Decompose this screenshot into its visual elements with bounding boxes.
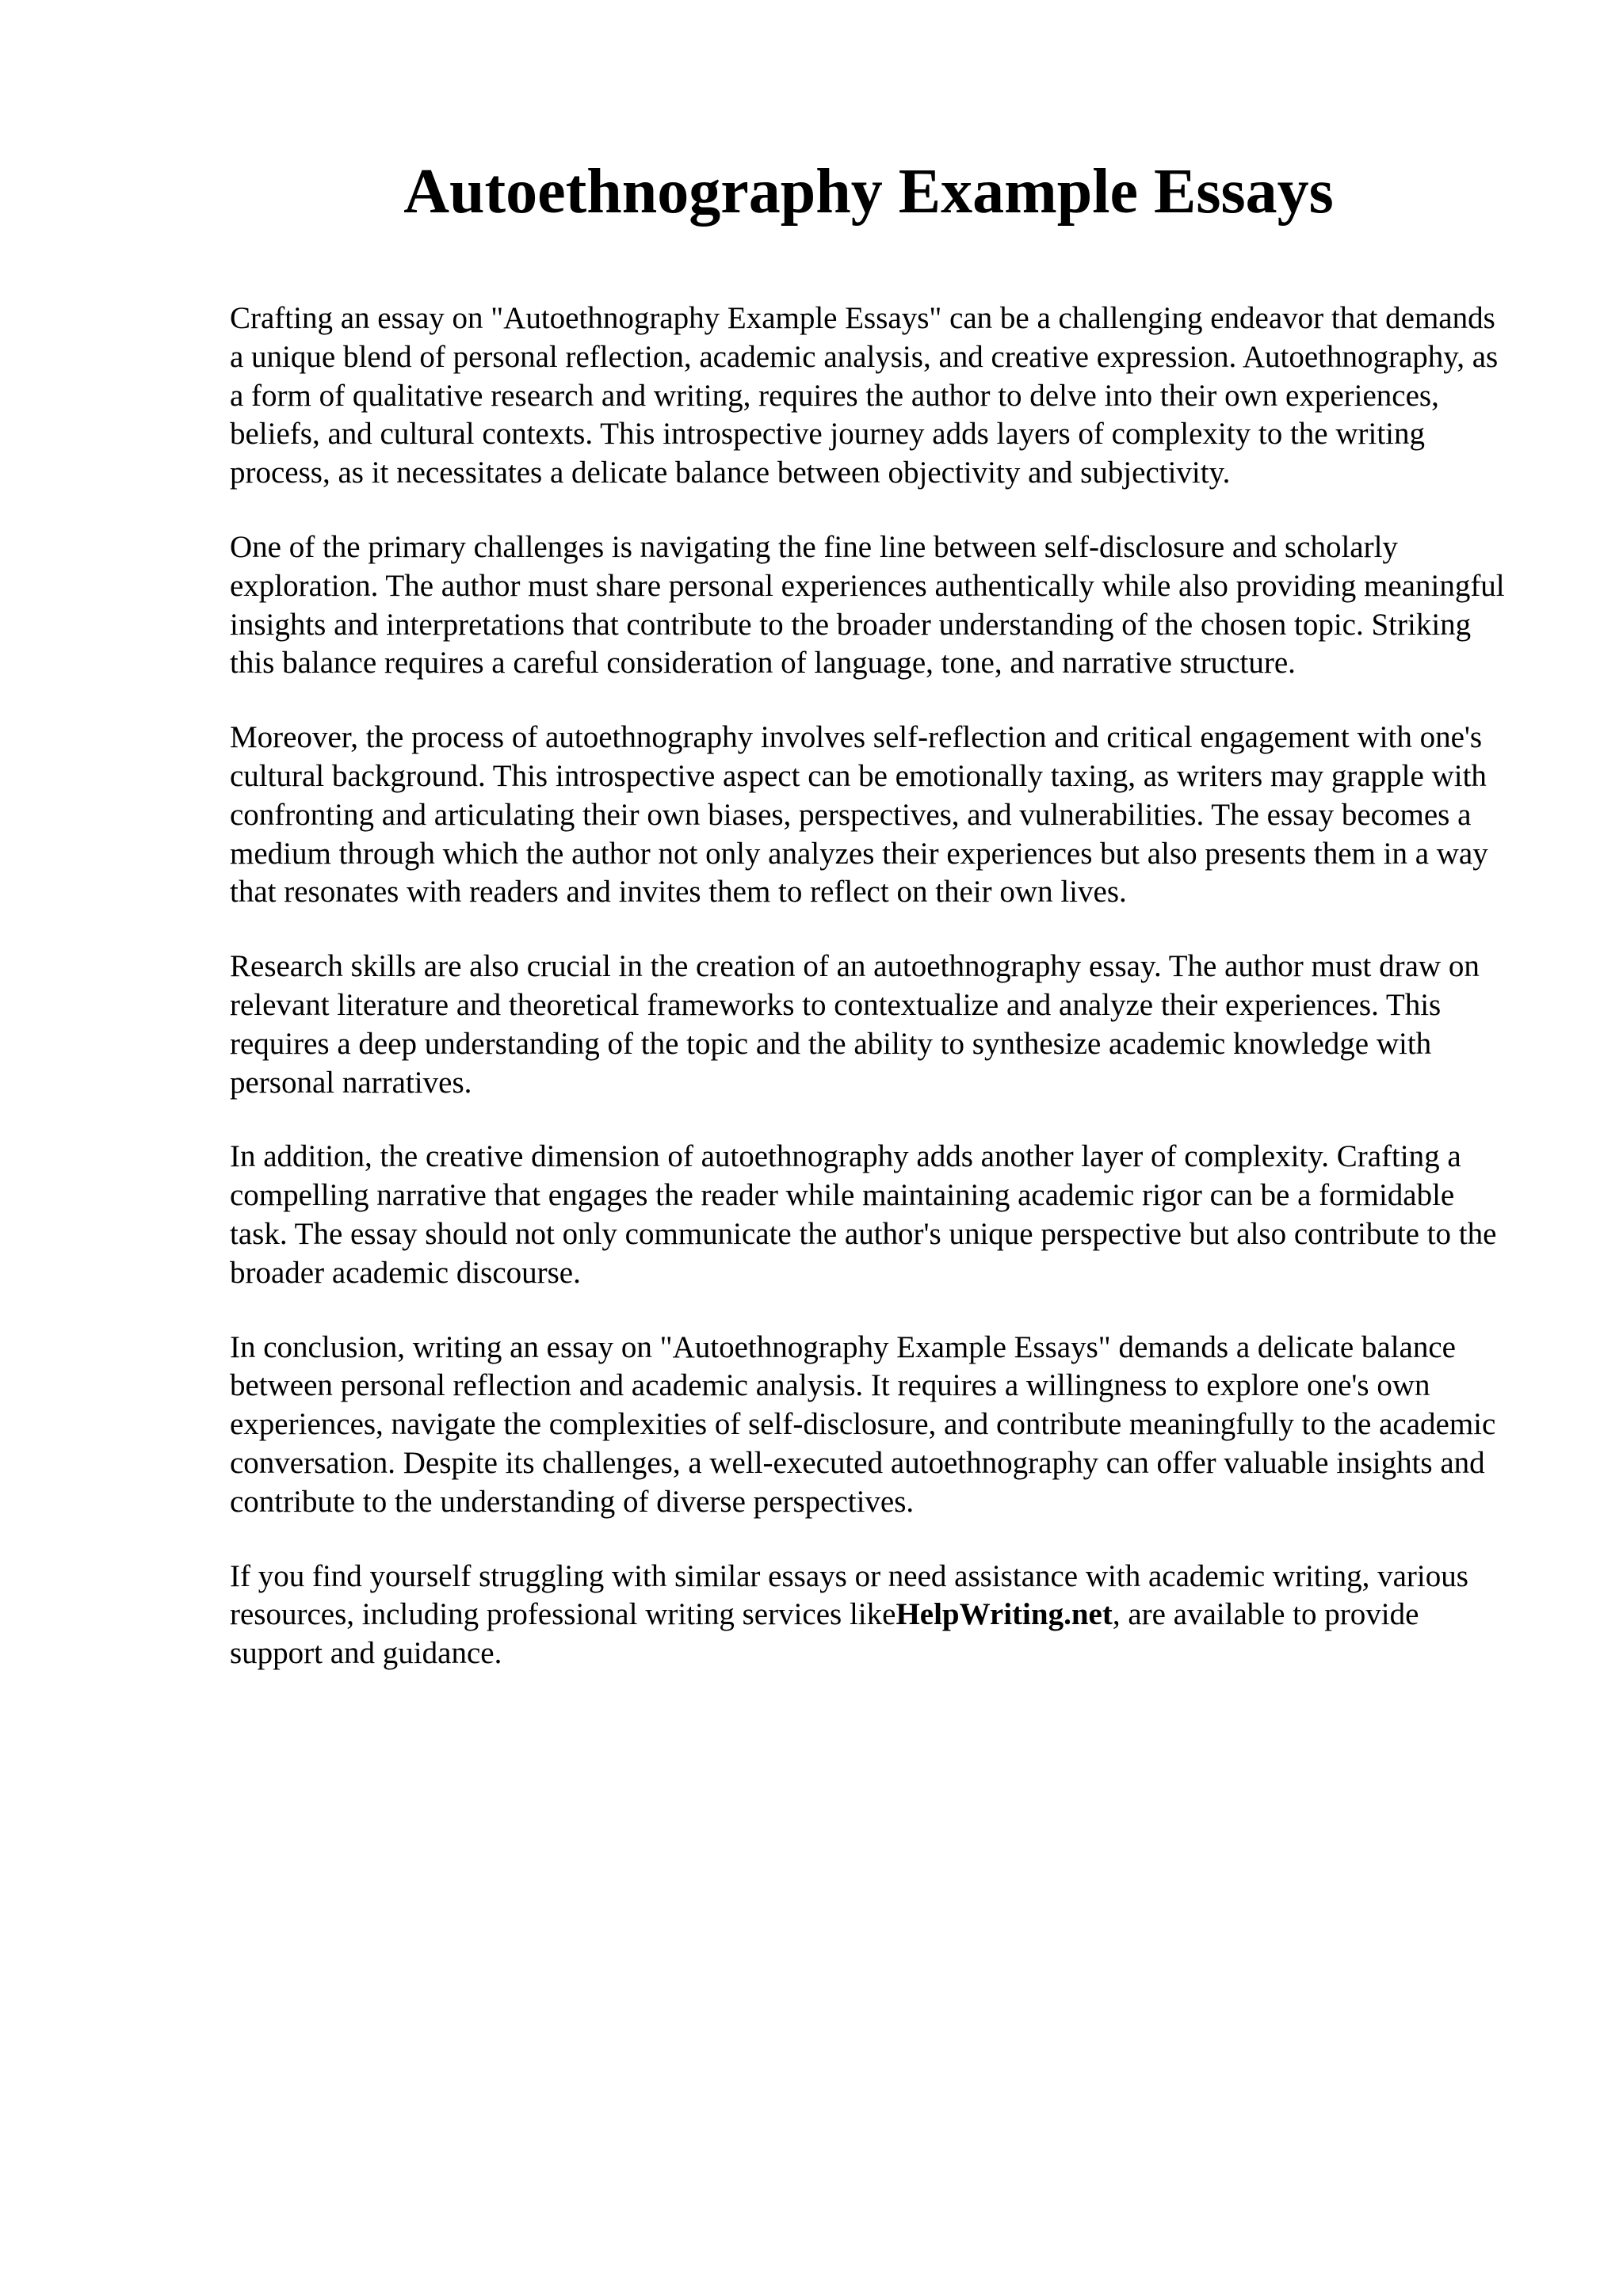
paragraph-6: In conclusion, writing an essay on "Autoethnography Example Essays" demands a delicate balance between personal reflection and academic analysis. It requires a willingness to explore one's own experiences, navigate the complexities of self-disclosure, and contribute meaningfully to the academic conversation. Despite its challenges, a well-executed autoethnography can offer valuable insights and contribute to the understanding of diverse perspectives.	[230, 1329, 1496, 1519]
paragraph-2: One of the primary challenges is navigating the fine line between self-disclosure and scholarly exploration. The author must share personal experiences authentically while also providing meaningful insights and interpretations that contribute to the broader understanding of the chosen topic. Striking this balance requires a careful consideration of language, tone, and narrative structure.	[230, 529, 1505, 681]
paragraph-3: Moreover, the process of autoethnography involves self-reflection and critical engagement with one's cultural background. This introspective aspect can be emotionally taxing, as writers may grapple with confronting and articulating their own biases, perspectives, and vulnerabilities. The essay becomes a medium through which the author not only analyzes their experiences but also presents them in a way that resonates with readers and invites them to reflect on their own lives.	[230, 720, 1488, 910]
paragraph-5: In addition, the creative dimension of autoethnography adds another layer of complexity. Crafting a compelling narrative that engages the reader while maintaining academic rigor can be a formidable task. The essay should not only communicate the author's unique perspective but also contribute to the broader academic discourse.	[230, 1139, 1497, 1290]
helpwriting-link[interactable]: HelpWriting.net	[896, 1597, 1113, 1632]
closing-text-after: , are available to provide support and guidance.	[230, 1597, 1419, 1671]
essay-body	[230, 299, 1514, 1709]
paragraph-1: Crafting an essay on "Autoethnography Example Essays" can be a challenging endeavor that demands a unique blend of personal reflection, academic analysis, and creative expression. Autoethnography, as a form of qualitative research and writing, requires the author to delve into their own experiences, beliefs, and cultural contexts. This introspective journey adds layers of complexity to the writing process, as it necessitates a delicate balance between objectivity and subjectivity.	[230, 301, 1499, 490]
closing-text-before: If you find yourself struggling with similar essays or need assistance with academic writing, various resources, including professional writing services like	[230, 1558, 1468, 1632]
closing-paragraph	[230, 1558, 1514, 1673]
paragraph-4: Research skills are also crucial in the creation of an autoethnography essay. The author must draw on relevant literature and theoretical frameworks to contextualize and analyze their experiences. This requires a deep understanding of the topic and the ability to synthesize academic knowledge with personal narratives.	[230, 949, 1480, 1100]
page-title: Autoethnography Example Essays	[403, 157, 1334, 227]
